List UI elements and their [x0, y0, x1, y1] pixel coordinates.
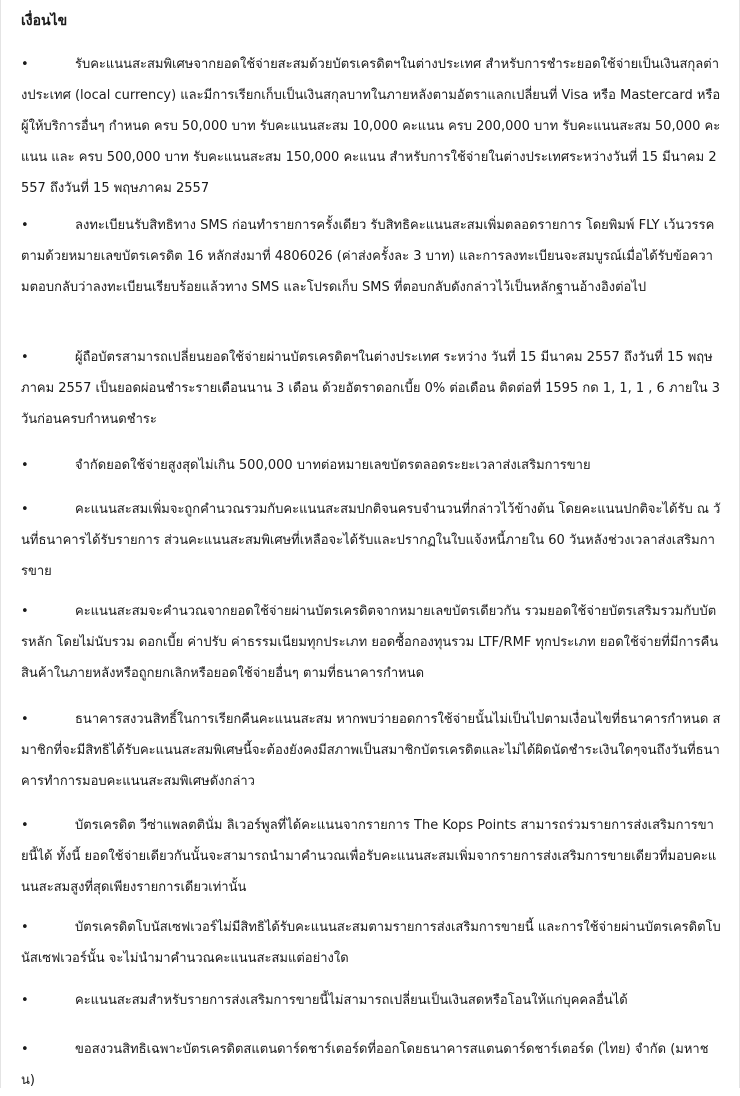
condition-item-3: [1, 342, 721, 435]
condition-text: ธนาคารสงวนสิทธิ์ในการเรียกคืนคะแนนสะสม หากพบว่ายอดการใช้จ่ายนั้นไม่เป็นไปตามเงื่อนไขที่ธนาคารกำหนด สมาชิกที่จะมีสิทธิได้รับคะแนนสะสมพิเศษนี้จะต้องยังคงมีสภาพเป็นสมาชิกบัตรเครดิตและไม่ได้ผิดนัดชำระเงินใดๆจนถึงวันที่ธนาคารทำการมอบคะแนนสะสมพิเศษดังกล่าว: [21, 712, 721, 789]
condition-item-9: [1, 912, 721, 974]
bullet: •: [21, 218, 29, 233]
condition-item-6: [1, 596, 721, 689]
bullet: •: [21, 818, 29, 833]
condition-text: ผู้ถือบัตรสามารถเปลี่ยนยอดใช้จ่ายผ่านบัตรเครดิตฯในต่างประเทศ ระหว่าง วันที่ 15 มีนาคม 2557 ถึงวันที่ 15 พฤษภาคม 2557 เป็นยอดผ่อนชำระรายเดือนนาน 3 เดือน ด้วยอัตราดอกเบี้ย 0% ต่อเดือน ติดต่อที่ 1595 กด 1, 1, 1 , 6 ภายใน 3 วันก่อนครบกำหนดชำระ: [21, 350, 721, 427]
condition-text: ขอสงวนสิทธิเฉพาะบัตรเครดิตสแตนดาร์ดชาร์เตอร์ดที่ออกโดยธนาคารสแตนดาร์ดชาร์เตอร์ด (ไทย) จำกัด (มหาชน): [21, 1042, 709, 1088]
conditions-heading: เงื่อนไข: [21, 13, 68, 29]
bullet: •: [21, 57, 29, 72]
condition-item-4: [1, 450, 721, 481]
bullet: •: [21, 993, 29, 1008]
bullet: •: [21, 712, 29, 727]
condition-text: จำกัดยอดใช้จ่ายสูงสุดไม่เกิน 500,000 บาทต่อหมายเลขบัตรตลอดระยะเวลาส่งเสริมการขาย: [75, 458, 591, 473]
condition-text: รับคะแนนสะสมพิเศษจากยอดใช้จ่ายสะสมด้วยบัตรเครดิตฯในต่างประเทศ สำหรับการชำระยอดใช้จ่ายเป็นเงินสกุลต่างประเทศ (local currency) และมีการเรียกเก็บเป็นเงินสกุลบาทในภายหลังตามอัตราแลกเปลี่ยนที่ Visa หรือ Mastercard หรือ ผู้ให้บริการอื่นๆ กำหนด ครบ 50,000 บาท รับคะแนนสะสม 10,000 คะแนน ครบ 200,000 บาท รับคะแนนสะสม 50,000 คะแนน และ ครบ 500,000 บาท รับคะแนนสะสม 150,000 คะแนน สำหรับการใช้จ่ายในต่างประเทศระหว่างวันที่ 15 มีนาคม 2557 ถึงวันที่ 15 พฤษภาคม 2557: [21, 57, 721, 196]
bullet: •: [21, 1042, 29, 1057]
condition-text: ลงทะเบียนรับสิทธิทาง SMS ก่อนทำรายการครั้งเดียว รับสิทธิคะแนนสะสมเพิ่มตลอดรายการ โดยพิมพ์ FLY เว้นวรรคตามด้วยหมายเลขบัตรเครดิต 16 หลักส่งมาที่ 4806026 (ค่าส่งครั้งละ 3 บาท) และการลงทะเบียนจะสมบูรณ์เมื่อได้รับข้อความตอบกลับว่าลงทะเบียนเรียบร้อยแล้วทาง SMS และโปรดเก็บ SMS ที่ตอบกลับดังกล่าวไว้เป็นหลักฐานอ้างอิงต่อไป: [21, 218, 715, 295]
condition-item-10: [1, 985, 721, 1016]
condition-text: คะแนนสะสมจะคำนวณจากยอดใช้จ่ายผ่านบัตรเครดิตจากหมายเลขบัตรเดียวกัน รวมยอดใช้จ่ายบัตรเสริมรวมกับบัตรหลัก โดยไม่นับรวม ดอกเบี้ย ค่าปรับ ค่าธรรมเนียมทุกประเภท ยอดซื้อกองทุนรวม LTF/RMF ทุกประเภท ยอดใช้จ่ายที่มีการคืนสินค้าในภายหลังหรือถูกยกเลิกหรือยอดใช้จ่ายอื่นๆ ตามที่ธนาคารกำหนด: [21, 604, 719, 681]
bullet: •: [21, 458, 29, 473]
condition-item-8: [1, 810, 721, 903]
bullet: •: [21, 920, 29, 935]
condition-item-2: [1, 210, 721, 303]
condition-item-11: [1, 1034, 721, 1096]
condition-item-5: [1, 494, 721, 587]
bullet: •: [21, 350, 29, 365]
bullet: •: [21, 604, 29, 619]
bullet: •: [21, 502, 29, 517]
condition-item-1: [1, 49, 721, 204]
condition-text: คะแนนสะสมเพิ่มจะถูกคำนวณรวมกับคะแนนสะสมปกติจนครบจำนวนที่กล่าวไว้ข้างต้น โดยคะแนนปกติจะได้รับ ณ วันที่ธนาคารได้รับรายการ ส่วนคะแนนสะสมพิเศษที่เหลือจะได้รับและปรากฏในใบแจ้งหนี้ภายใน 60 วันหลังช่วงเวลาส่งเสริมการขาย: [21, 502, 721, 579]
condition-item-7: [1, 704, 721, 797]
condition-text: บัตรเครดิต วีซ่าแพลตตินั่ม ลิเวอร์พูลที่ได้คะแนนจากรายการ The Kops Points สามารถร่วมรายการส่งเสริมการขายนี้ได้ ทั้งนี้ ยอดใช้จ่ายเดียวกันนั้นจะสามารถนำมาคำนวณเพื่อรับคะแนนสะสมเพิ่มจากรายการส่งเสริมการขายเดียวที่มอบคะแนนสะสมสูงที่สุดเพียงรายการเดียวเท่านั้น: [21, 818, 717, 895]
condition-text: บัตรเครดิตโบนัสเซฟเวอร์ไม่มีสิทธิได้รับคะแนนสะสมตามรายการส่งเสริมการขายนี้ และการใช้จ่ายผ่านบัตรเครดิตโบนัสเซฟเวอร์นั้น จะไม่นำมาคำนวณคะแนนสะสมแต่อย่างใด: [21, 920, 721, 966]
condition-text: คะแนนสะสมสำหรับรายการส่งเสริมการขายนี้ไม่สามารถเปลี่ยนเป็นเงินสดหรือโอนให้แก่บุคคลอื่นได้: [75, 993, 628, 1008]
